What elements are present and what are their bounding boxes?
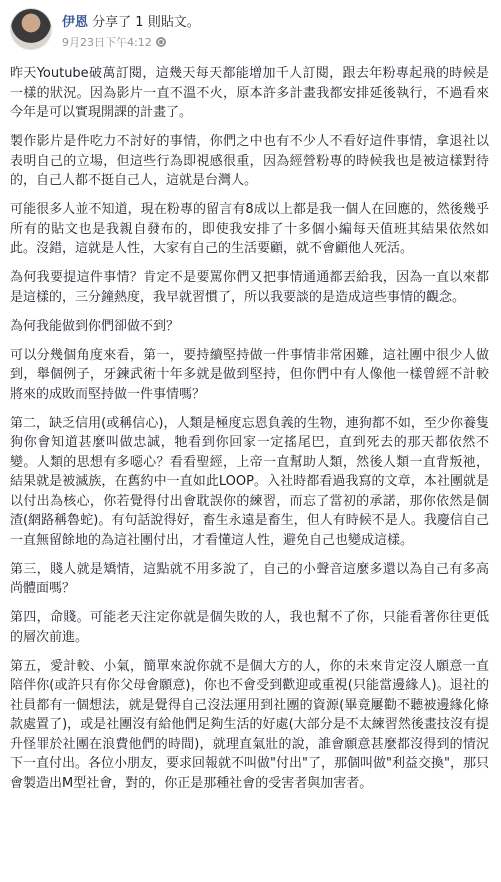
post-paragraph: 為何我要提這件事情？肯定不是要罵你們又把事情通通都丟給我，因為一直以來都是這樣的，三分鐘熱度，我早就習慣了，所以我要談的是造成這些事情的觀念。: [10, 270, 489, 305]
post-paragraph: 第四，命賤。可能老天注定你就是個失敗的人，我也幫不了你，只能看著你往更低的層次前進。: [10, 610, 489, 645]
post-paragraph: 第三，賤人就是矯情，這點就不用多說了，自己的小聲音這麼多還以為自己有多高尚體面嗎？: [10, 561, 489, 596]
post-paragraph: 可能很多人並不知道，現在粉專的留言有8成以上都是我一個人在回應的，然後幾乎所有的貼文也是我親自發布的，即使我安排了十多個小編每天值班其結果依然如此。沒錯，這就是人性，大家有自己的生活要顧，就不會顧他人死活。: [10, 202, 489, 256]
author-name-link[interactable]: 伊恩: [62, 15, 89, 30]
post-paragraph: 為何我能做到你們卻做不到？: [10, 318, 180, 334]
author-avatar[interactable]: [10, 8, 52, 50]
post-meta: [62, 8, 200, 50]
post-timestamp-link[interactable]: 9月23日下午4:12: [62, 36, 152, 49]
post-header: [10, 0, 489, 60]
timestamp-line: [62, 34, 200, 50]
globe-icon[interactable]: [156, 37, 166, 47]
post-paragraph: 第五，愛計較、小氣，簡單來說你就不是個大方的人，你的未來肯定沒人願意一直陪伴你(或許只有你父母會願意)，你也不會受到歡迎或重視(只能當邊緣人)。退社的社員都有一個想法，就是覺得自己沒法運用到社團的資源(畢竟屢勸不聽被邊緣化條款處置了)，或是社團沒有給他們足夠生活的好處(大部分是不太練習然後畫技沒有提升怪罪於社團在浪費他們的時間)，就理直氣壯的說，誰會願意甚麼都沒得到的情況下一直付出。各位小朋友，要求回報就不叫做"付出"了，那個叫做"利益交換"，那只會製造出M型社會，對的，你正是那種社會的受害者與加害者。: [10, 658, 489, 791]
post-body: [10, 60, 489, 793]
post-paragraph: 製作影片是件吃力不討好的事情，你們之中也有不少人不看好這件事情，拿退社以表明自己的立場，但這些行為即視感很重，因為經營粉專的時候我也是被這樣對待的，自己人都不挺自己人，這就是台灣人。: [10, 134, 489, 188]
author-line: [62, 11, 200, 30]
post-paragraph: 可以分幾個角度來看，第一，要持續堅持做一件事情非常困難，這社團中很少人做到，舉個例子，牙鍊武術十年多就是做到堅持，但你們中有人像他一樣曾經不計較將來的成敗而堅持做一件事情嗎？: [10, 347, 489, 402]
post-paragraph: 第二，缺乏信用(或稱信心)，人類是極度忘恩負義的生物，連狗都不如，至少你養隻狗你會知道甚麼叫做忠誠，牠看到你回家一定搖尾巴，直到死去的那天都依然不變。人類的思想有多噁心？看看聖經，上帝一直幫助人類，然後人類一直背叛祂，結果就是被滅族，在舊約中一直如此LOOP。入社時都看過我寫的文章，本社團就是以付出為核心，你若覺得付出會耽誤你的練習，而忘了當初的承諾，那你依然是個渣(網路稱魯蛇)。有句話說得好，畜生永遠是畜生，但人有時候不是人。我慶信自己一直無留餘地的為這社團付出，才看懂這人性，避免自己也變成這樣。: [10, 415, 489, 548]
post-action-text: 分享了 1 則貼文。: [92, 15, 200, 30]
post-paragraph: 昨天Youtube破萬訂閱，這幾天每天都能增加千人訂閱，跟去年粉專起飛的時候是一樣的狀況。因為影片一直不溫不火，原本許多計畫我都安排延後執行，不過看來今年是可以實現開課的計畫了。: [10, 66, 489, 120]
